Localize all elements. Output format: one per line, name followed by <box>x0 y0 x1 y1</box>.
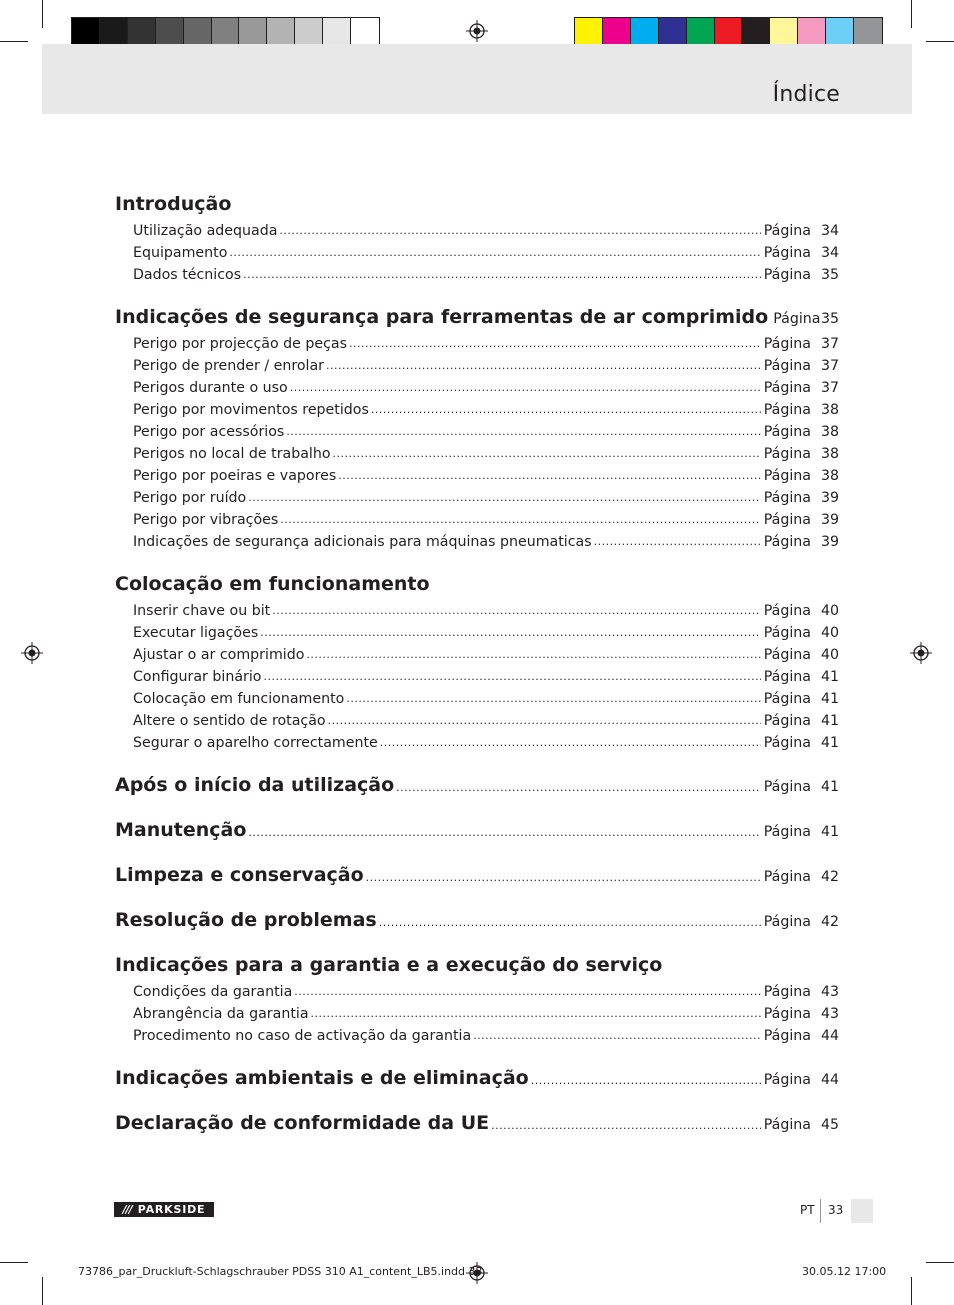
toc-heading-row <box>115 904 839 934</box>
toc-entry <box>115 1025 839 1047</box>
crop-mark <box>0 1262 28 1263</box>
toc-entry-label: Indicações de segurança adicionais para máquinas pneumaticas <box>133 534 592 550</box>
page-ref: 43 <box>820 1006 839 1022</box>
crop-mark <box>911 0 912 28</box>
language-code: PT <box>800 1203 815 1217</box>
page-label: Página <box>763 669 811 685</box>
toc-entry-label: Perigo por ruído <box>133 490 247 506</box>
page-title: Índice <box>772 82 840 107</box>
leader-dots <box>379 916 761 934</box>
toc-entry-label: Executar ligações <box>133 625 259 641</box>
page-label: Página <box>763 534 811 550</box>
leader-dots <box>306 648 760 666</box>
leader-dots <box>243 268 761 286</box>
page-ref: 38 <box>820 468 839 484</box>
toc-heading-row <box>115 769 839 799</box>
toc-entry-label: Perigo por projecção de peças <box>133 336 348 352</box>
page-label: Página <box>763 446 811 462</box>
page-ref: 40 <box>820 625 839 641</box>
color-swatch <box>631 18 659 45</box>
page-ref: 43 <box>820 984 839 1000</box>
toc-entry <box>115 421 839 443</box>
toc-entry-label: Perigo por poeiras e vapores <box>133 468 337 484</box>
toc-entry-label: Abrangência da garantia <box>133 1006 309 1022</box>
toc-entry <box>115 465 839 487</box>
color-swatch <box>826 18 854 45</box>
toc-heading: Colocação em funcionamento <box>115 573 430 595</box>
color-swatch <box>351 18 379 45</box>
toc-entry <box>115 487 839 509</box>
leader-dots <box>366 871 761 889</box>
page-ref: 40 <box>820 603 839 619</box>
toc-entry <box>115 666 839 688</box>
color-swatch <box>798 18 826 45</box>
color-swatch <box>575 18 603 45</box>
crop-mark <box>0 41 28 42</box>
page-ref: 39 <box>820 490 839 506</box>
color-swatch <box>603 18 631 45</box>
registration-mark-icon <box>21 642 43 664</box>
page-label: Página <box>763 735 811 751</box>
page-ref: 35 <box>820 311 839 327</box>
page-ref: 41 <box>820 669 839 685</box>
leader-dots <box>290 381 761 399</box>
toc-entry <box>115 333 839 355</box>
leader-dots <box>396 781 761 799</box>
page-ref: 35 <box>820 267 839 283</box>
leader-dots <box>473 1029 761 1047</box>
page-label: Página <box>763 336 811 352</box>
page-ref: 34 <box>820 245 839 261</box>
color-swatch <box>267 18 295 45</box>
page-ref: 41 <box>820 691 839 707</box>
leader-dots <box>248 826 760 844</box>
toc-entry-label: Equipamento <box>133 245 228 261</box>
crop-mark <box>42 1277 43 1305</box>
leader-dots <box>338 469 761 487</box>
toc-entry <box>115 981 839 1003</box>
toc-entry <box>115 355 839 377</box>
color-swatch <box>100 18 128 45</box>
toc-entry-label: Perigo por acessórios <box>133 424 285 440</box>
logo-slashes: /// <box>122 1203 132 1216</box>
crop-mark <box>926 41 954 42</box>
page-label: Página <box>763 984 811 1000</box>
page-ref: 37 <box>820 336 839 352</box>
toc-heading-row <box>115 188 839 218</box>
page-label: Página <box>773 311 821 327</box>
toc-entry-label: Utilização adequada <box>133 223 278 239</box>
toc-heading: Resolução de problemas <box>115 909 377 931</box>
leader-dots <box>531 1074 761 1092</box>
toc-entry <box>115 377 839 399</box>
toc-entry <box>115 264 839 286</box>
page-label: Página <box>763 223 811 239</box>
color-swatch <box>72 18 100 45</box>
toc-entry <box>115 242 839 264</box>
toc-section <box>115 568 839 754</box>
page-ref: 44 <box>820 1072 839 1088</box>
toc-entry <box>115 600 839 622</box>
leader-dots <box>333 447 761 465</box>
toc-entry-label: Segurar o aparelho correctamente <box>133 735 378 751</box>
page-label: Página <box>763 512 811 528</box>
toc-heading-row <box>115 1062 839 1092</box>
toc-entry <box>115 220 839 242</box>
page-label: Página <box>763 1072 811 1088</box>
page-label: Página <box>763 245 811 261</box>
toc-entry-label: Colocação em funcionamento <box>133 691 345 707</box>
toc-heading-row <box>115 301 839 331</box>
gray-color-bar <box>71 17 380 46</box>
page-label: Página <box>763 647 811 663</box>
color-swatch <box>323 18 351 45</box>
toc-entry-label: Procedimento no caso de activação da garantia <box>133 1028 472 1044</box>
color-swatch <box>742 18 770 45</box>
toc-entry <box>115 531 839 553</box>
page-label: Página <box>763 468 811 484</box>
footer-grey-tab <box>851 1199 873 1223</box>
page-label: Página <box>763 914 811 930</box>
toc-section <box>115 814 839 844</box>
page-label: Página <box>763 713 811 729</box>
toc-entry-label: Inserir chave ou bit <box>133 603 271 619</box>
page-ref: 42 <box>820 914 839 930</box>
page-label: Página <box>763 1028 811 1044</box>
toc-heading: Declaração de conformidade da UE <box>115 1112 490 1134</box>
page-label: Página <box>763 625 811 641</box>
leader-dots <box>371 403 761 421</box>
toc-entry-label: Perigo por vibrações <box>133 512 279 528</box>
page-label: Página <box>763 402 811 418</box>
page-ref: 44 <box>820 1028 839 1044</box>
toc-heading: Limpeza e conservação <box>115 864 364 886</box>
toc-entry-label: Perigo de prender / enrolar <box>133 358 324 374</box>
page-ref: 37 <box>820 358 839 374</box>
toc-entry <box>115 399 839 421</box>
toc-entry-label: Configurar binário <box>133 669 262 685</box>
toc-heading: Indicações de segurança para ferramentas de ar comprimido <box>115 306 769 328</box>
crop-mark <box>42 0 43 28</box>
toc-heading: Indicações para a garantia e a execução do serviço <box>115 954 663 976</box>
leader-dots <box>311 1007 761 1025</box>
toc-heading: Indicações ambientais e de eliminação <box>115 1067 529 1089</box>
leader-dots <box>328 714 761 732</box>
page-ref: 38 <box>820 402 839 418</box>
page-ref: 41 <box>820 824 839 840</box>
toc-section <box>115 1107 839 1137</box>
page-ref: 34 <box>820 223 839 239</box>
leader-dots <box>346 692 760 710</box>
table-of-contents <box>115 188 839 1152</box>
leader-dots <box>491 1119 761 1137</box>
toc-heading-row <box>115 814 839 844</box>
leader-dots <box>349 337 761 355</box>
color-swatch <box>128 18 156 45</box>
leader-dots <box>380 736 761 754</box>
toc-entry <box>115 710 839 732</box>
leader-dots <box>280 513 761 531</box>
page-ref: 42 <box>820 869 839 885</box>
toc-section <box>115 904 839 934</box>
color-swatch <box>854 18 882 45</box>
color-swatch <box>239 18 267 45</box>
leader-dots <box>286 425 760 443</box>
parkside-logo <box>114 1202 214 1217</box>
leader-dots <box>229 246 760 264</box>
toc-entry <box>115 732 839 754</box>
toc-section <box>115 949 839 1047</box>
toc-entry <box>115 622 839 644</box>
toc-entry-label: Ajustar o ar comprimido <box>133 647 305 663</box>
toc-heading-row <box>115 568 839 598</box>
footer-divider <box>820 1199 821 1223</box>
leader-dots <box>279 224 760 242</box>
crop-mark <box>926 1262 954 1263</box>
page-ref: 45 <box>820 1117 839 1133</box>
color-swatch <box>212 18 240 45</box>
toc-heading: Manutenção <box>115 819 247 841</box>
toc-heading-row <box>115 859 839 889</box>
page-number: 33 <box>828 1203 844 1217</box>
leader-dots <box>260 626 761 644</box>
page-label: Página <box>763 358 811 374</box>
page-ref: 40 <box>820 647 839 663</box>
page-label: Página <box>763 1117 811 1133</box>
toc-section <box>115 1062 839 1092</box>
page-ref: 37 <box>820 380 839 396</box>
page-label: Página <box>763 424 811 440</box>
crop-mark <box>911 1277 912 1305</box>
page-label: Página <box>763 490 811 506</box>
color-swatch <box>156 18 184 45</box>
toc-section <box>115 188 839 286</box>
page-ref: 39 <box>820 512 839 528</box>
page-label: Página <box>763 1006 811 1022</box>
leader-dots <box>248 491 761 509</box>
page-label: Página <box>763 824 811 840</box>
leader-dots <box>594 535 761 553</box>
toc-heading: Após o início da utilização <box>115 774 395 796</box>
toc-entry <box>115 1003 839 1025</box>
page-label: Página <box>763 380 811 396</box>
registration-mark-icon <box>466 20 488 42</box>
slug-filename: 73786_par_Druckluft-Schlagschrauber PDSS 310 A1_content_LB5.indd 33 <box>78 1265 483 1278</box>
toc-heading-row <box>115 1107 839 1137</box>
toc-entry-label: Perigo por movimentos repetidos <box>133 402 369 418</box>
registration-mark-icon <box>910 642 932 664</box>
toc-entry-label: Condições da garantia <box>133 984 293 1000</box>
page-label: Página <box>763 603 811 619</box>
toc-section <box>115 769 839 799</box>
toc-entry-label: Perigos no local de trabalho <box>133 446 331 462</box>
process-color-bar <box>574 17 883 46</box>
slug-date: 30.05.12 17:00 <box>802 1265 887 1278</box>
color-swatch <box>715 18 743 45</box>
color-swatch <box>687 18 715 45</box>
leader-dots <box>326 359 761 377</box>
toc-entry-label: Dados técnicos <box>133 267 242 283</box>
page-label: Página <box>763 691 811 707</box>
leader-dots <box>263 670 760 688</box>
toc-entry <box>115 443 839 465</box>
toc-entry-label: Altere o sentido de rotação <box>133 713 326 729</box>
color-swatch <box>295 18 323 45</box>
page-label: Página <box>763 267 811 283</box>
toc-section <box>115 859 839 889</box>
page-label: Página <box>763 779 811 795</box>
page-ref: 41 <box>820 713 839 729</box>
page-ref: 38 <box>820 446 839 462</box>
toc-entry <box>115 644 839 666</box>
color-swatch <box>659 18 687 45</box>
toc-entry-label: Perigos durante o uso <box>133 380 288 396</box>
page-ref: 39 <box>820 534 839 550</box>
toc-heading-row <box>115 949 839 979</box>
color-swatch <box>770 18 798 45</box>
logo-text: PARKSIDE <box>137 1203 206 1216</box>
toc-section <box>115 301 839 553</box>
toc-entry <box>115 688 839 710</box>
toc-heading: Introdução <box>115 193 232 215</box>
leader-dots <box>294 985 760 1003</box>
color-swatch <box>184 18 212 45</box>
page-label: Página <box>763 869 811 885</box>
toc-entry <box>115 509 839 531</box>
page-ref: 41 <box>820 735 839 751</box>
page-ref: 41 <box>820 779 839 795</box>
leader-dots <box>272 604 761 622</box>
page-ref: 38 <box>820 424 839 440</box>
